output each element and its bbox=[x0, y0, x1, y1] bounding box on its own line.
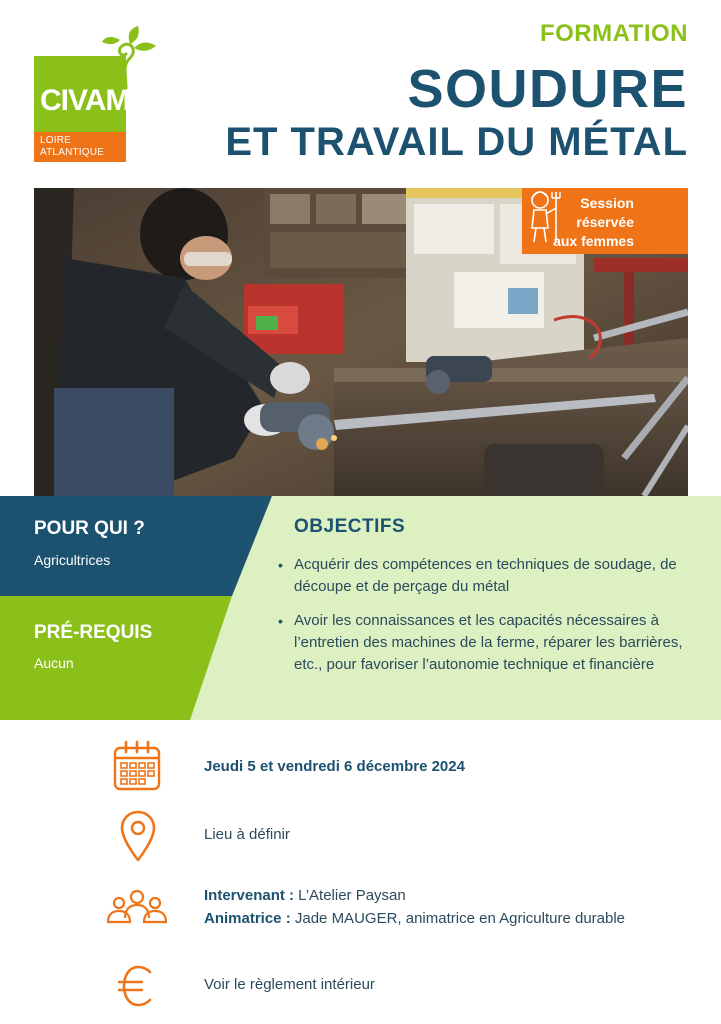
audience-value: Agricultrices bbox=[34, 552, 111, 568]
page-title-line2: ET TRAVAIL DU MÉTAL bbox=[225, 120, 688, 164]
logo-word: CIVAM bbox=[40, 84, 130, 117]
speaker-value: L’Atelier Paysan bbox=[294, 887, 406, 904]
logo-region-band bbox=[34, 132, 126, 162]
objective-item: • Acquérir des compétences en techniques de soudage, de découpe et de perçage du métal bbox=[278, 554, 698, 598]
speaker-label: Intervenant : bbox=[204, 887, 295, 904]
logo-region-line1: LOIRE bbox=[40, 135, 72, 146]
rules-link: Voir le règlement intérieur bbox=[204, 976, 375, 993]
badge-line1: Session bbox=[580, 195, 634, 211]
speaker-line bbox=[204, 885, 406, 907]
session-location: Lieu à définir bbox=[204, 826, 290, 843]
host-label: Animatrice : bbox=[204, 910, 291, 927]
host-value: Jade MAUGER, animatrice en Agriculture durable bbox=[290, 910, 626, 927]
kicker-formation: FORMATION bbox=[539, 20, 688, 47]
woman-farmer-icon bbox=[522, 188, 562, 246]
workshop-photo bbox=[34, 188, 688, 496]
civam-logo bbox=[34, 26, 152, 164]
host-line bbox=[204, 908, 625, 930]
prerequisites-value: Aucun bbox=[34, 655, 74, 671]
people-group-icon bbox=[104, 888, 170, 928]
objectives-list bbox=[278, 554, 698, 688]
location-pin-icon bbox=[118, 810, 158, 862]
objective-item: • Avoir les connaissances et les capacités nécessaires à l’entretien des machines de la ferme, réparer les barrières, etc., pour favoriser l’autonomie technique et financière bbox=[278, 610, 698, 676]
women-only-badge bbox=[522, 188, 688, 254]
badge-line3: aux femmes bbox=[553, 233, 634, 249]
audience-title: POUR QUI ? bbox=[34, 518, 145, 539]
badge-line2: réservée bbox=[576, 214, 634, 230]
page-title-line1: SOUDURE bbox=[407, 59, 688, 119]
session-dates: Jeudi 5 et vendredi 6 décembre 2024 bbox=[204, 758, 465, 775]
objectives-title: OBJECTIFS bbox=[294, 516, 406, 537]
calendar-icon bbox=[112, 740, 162, 792]
prerequisites-title: PRÉ-REQUIS bbox=[34, 622, 153, 643]
logo-region-line2: ATLANTIQUE bbox=[40, 147, 105, 158]
euro-icon bbox=[118, 964, 158, 1008]
